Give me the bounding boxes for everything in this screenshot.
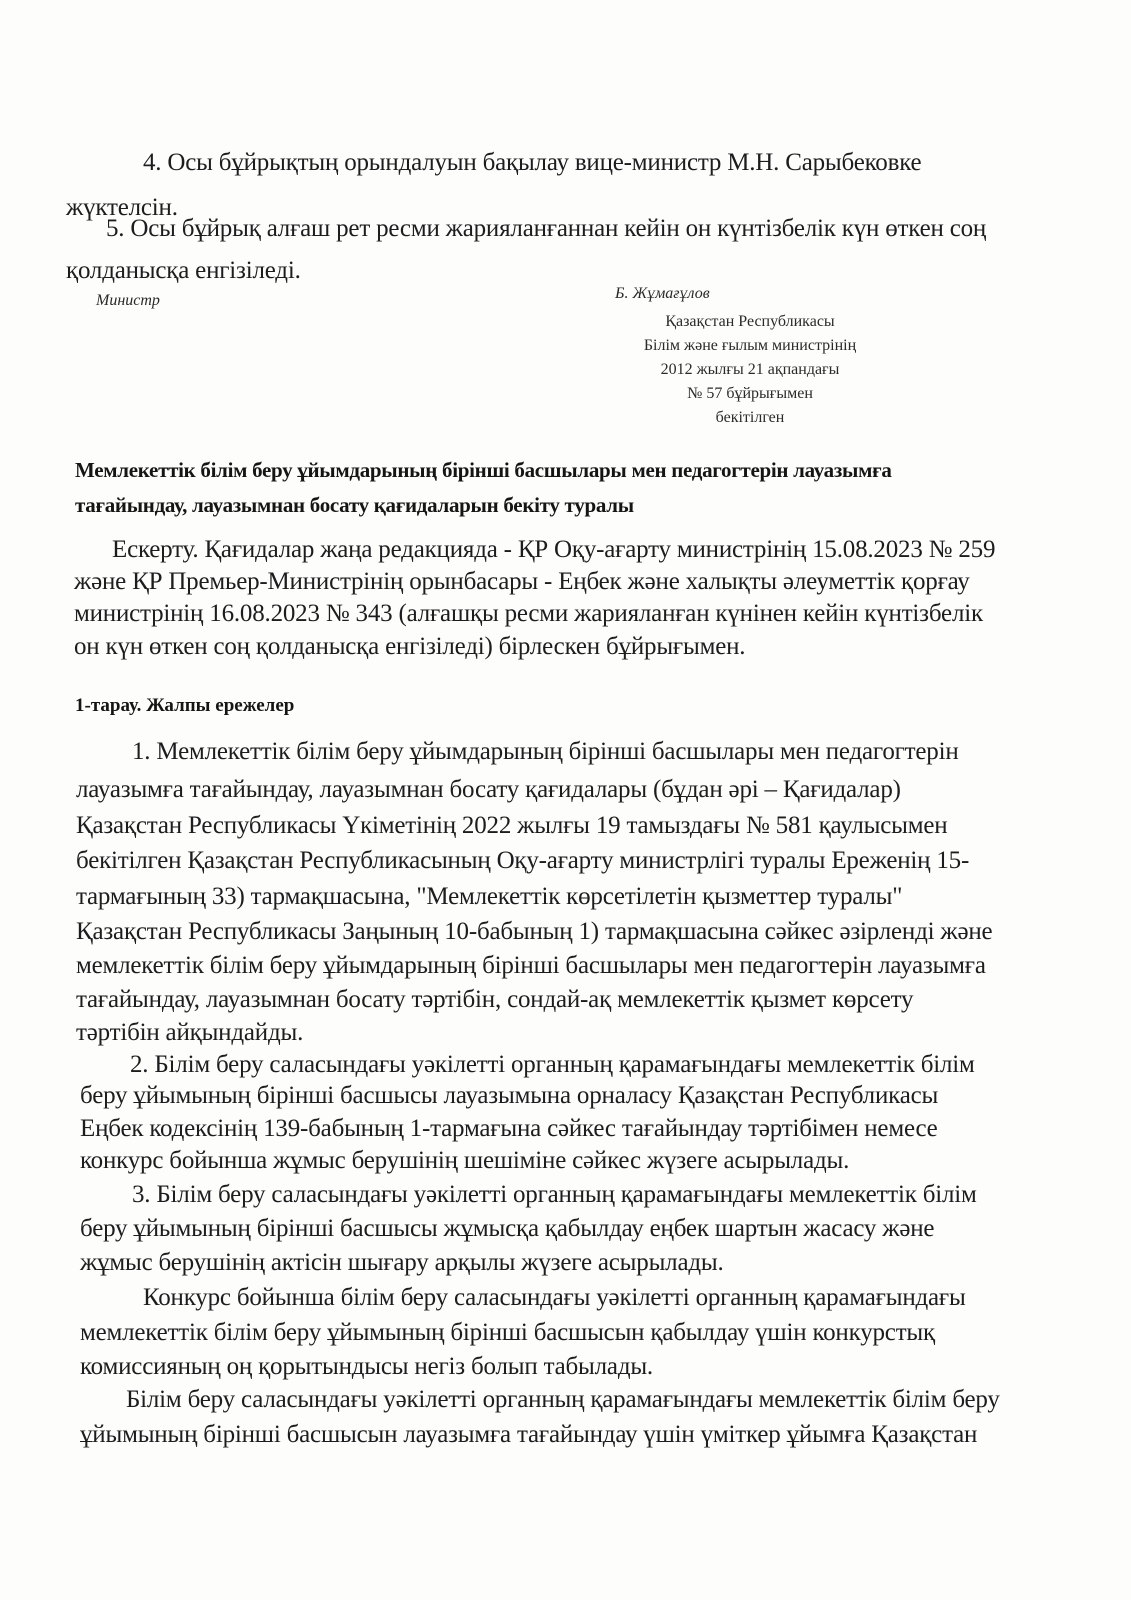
p1-text: Қазақстан Республикасы Үкіметінің 2022 жылғы 19 тамыздағы № 581 қаулысымен	[76, 812, 948, 839]
approval-line-1: Қазақстан Республикасы	[665, 313, 835, 330]
p3b-line	[80, 1352, 653, 1382]
p2-line	[130, 1050, 975, 1080]
p1-line	[76, 775, 901, 805]
document-title	[75, 453, 892, 523]
note-text: Ескерту. Қағидалар жаңа редакцияда - ҚР Оқу-ағарту министрінің 15.08.2023 № 259	[112, 536, 996, 563]
clause-4-line-1	[143, 148, 995, 178]
p3-text: беру ұйымының бірінші басшысы жұмысқа қабылдау еңбек шартын жасасу және	[80, 1215, 935, 1242]
p1-text: лауазымға тағайындау, лауазымнан босату қағидалары (бұдан әрі – Қағидалар)	[76, 776, 901, 803]
p1-text: мемлекеттік білім беру ұйымдарының бірінші басшылары мен педагогтерін лауазымға	[76, 952, 986, 979]
approval-line-3: 2012 жылғы 21 ақпандағы	[660, 361, 840, 378]
p3b-text: Конкурс бойынша білім беру саласындағы уәкілетті органның қарамағындағы	[143, 1284, 966, 1311]
title-line-2: тағайындау, лауазымнан босату қағидаларын бекіту туралы	[75, 493, 634, 517]
note-text: және ҚР Премьер-Министрінің орынбасары - Еңбек және халықты әлеуметтік қорғау	[74, 568, 970, 595]
clause-4-text-cont: жүктелсін.	[66, 194, 178, 221]
note-text: министрінің 16.08.2023 № 343 (алғашқы ресми жарияланған күнінен кейін күнтізбелік	[74, 600, 983, 627]
approval-block	[600, 310, 900, 430]
p2-text: 2. Білім беру саласындағы уәкілетті органның қарамағындағы мемлекеттік білім	[130, 1051, 975, 1078]
signature-position: Министр	[96, 292, 160, 309]
p1-line	[76, 1018, 303, 1048]
clause-5-line-1	[106, 214, 986, 244]
p3-text: жұмыс берушінің актісін шығару арқылы жүзеге асырылады.	[80, 1249, 724, 1276]
p2-line	[80, 1146, 849, 1176]
p1-text: тағайындау, лауазымнан босату тәртібін, сондай-ақ мемлекеттік қызмет көрсету	[76, 986, 914, 1013]
clause-5-text: 5. Осы бұйрық алғаш рет ресми жарияланғаннан кейін он күнтізбелік күн өткен соң	[106, 215, 987, 242]
approval-line-5: бекітілген	[715, 409, 785, 426]
p3c-line	[126, 1385, 1000, 1415]
p1-line	[76, 846, 969, 876]
p1-text: тәртібін айқындайды.	[76, 1019, 304, 1046]
p3b-text: комиссияның оң қорытындысы негіз болып табылады.	[80, 1353, 653, 1380]
p2-text: конкурс бойынша жұмыс берушінің шешіміне сәйкес жүзеге асырылады.	[80, 1147, 850, 1174]
p1-line	[76, 917, 992, 947]
p3b-line	[80, 1318, 935, 1348]
section-heading: 1-тарау. Жалпы ережелер	[75, 695, 295, 716]
p1-text: тармағының 33) тармақшасына, "Мемлекеттік көрсетілетін қызметтер туралы"	[76, 883, 903, 910]
note-line-4	[74, 632, 745, 662]
p3c-text: ұйымының бірінші басшысын лауазымға тағайындау үшін үміткер ұйымға Қазақстан	[80, 1421, 978, 1448]
clause-4-text: 4. Осы бұйрықтың орындалуын бақылау вице-министр М.Н. Сарыбековке	[143, 149, 922, 176]
note-line-1	[112, 535, 995, 565]
p1-text: 1. Мемлекеттік білім беру ұйымдарының бірінші басшылары мен педагогтерін	[132, 738, 959, 765]
p1-line	[76, 985, 913, 1015]
clause-5-line-2	[66, 256, 301, 286]
p3-line	[80, 1248, 724, 1278]
p3-line	[80, 1214, 934, 1244]
title-line-1: Мемлекеттік білім беру ұйымдарының бірінші басшылары мен педагогтерін лауазымға	[75, 458, 892, 482]
signature-name: Б. Жұмағұлов	[615, 285, 710, 302]
p3-text: 3. Білім беру саласындағы уәкілетті органның қарамағындағы мемлекеттік білім	[132, 1181, 977, 1208]
note-line-3	[74, 599, 983, 629]
note-line-2	[74, 567, 970, 597]
p1-line	[76, 951, 986, 981]
p2-text: Еңбек кодексінің 139-бабының 1-тармағына сәйкес тағайындау тәртібімен немесе	[80, 1115, 938, 1142]
note-text: он күн өткен соң қолданысқа енгізіледі) бірлескен бұйрығымен.	[74, 633, 746, 660]
p1-text: бекітілген Қазақстан Республикасының Оқу-ағарту министрлігі туралы Ереженің 15-	[76, 847, 970, 874]
p3-line	[132, 1180, 977, 1210]
approval-line-2: Білім және ғылым министрінің	[643, 337, 857, 354]
p2-line	[80, 1114, 938, 1144]
clause-5-text-cont: қолданысқа енгізіледі.	[66, 257, 301, 284]
p2-text: беру ұйымының бірінші басшысы лауазымына орналасу Қазақстан Республикасы	[80, 1082, 939, 1109]
p2-line	[80, 1081, 938, 1111]
p3c-line	[80, 1420, 977, 1450]
approval-line-4: № 57 бұйрығымен	[687, 385, 813, 402]
p1-text: Қазақстан Республикасы Заңының 10-бабының 1) тармақшасына сәйкес әзірленді және	[76, 918, 993, 945]
p3b-text: мемлекеттік білім беру ұйымының бірінші басшысын қабылдау үшін конкурстық	[80, 1319, 935, 1346]
p3b-line	[143, 1283, 966, 1313]
p1-line	[76, 882, 902, 912]
p3c-text: Білім беру саласындағы уәкілетті органның қарамағындағы мемлекеттік білім беру	[126, 1386, 1000, 1413]
p1-line	[132, 737, 959, 767]
p1-line	[76, 811, 947, 841]
